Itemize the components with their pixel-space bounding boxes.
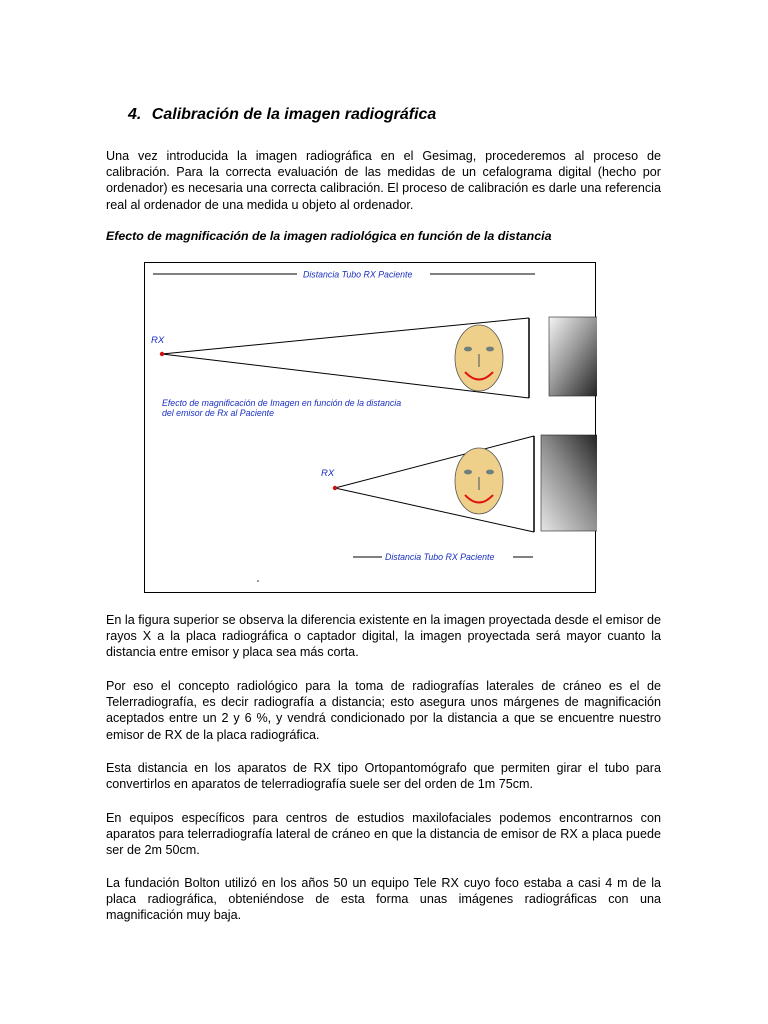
paragraph-maxilofaciales: En equipos específicos para centros de estudios maxilofaciales podemos encontrarnos con aparatos para telerradiografía lateral de cráneo en que la distancia de emisor de RX a placa puede ser de 2m 50cm. [106, 811, 661, 858]
section-title: Calibración de la imagen radiográfica [151, 106, 437, 123]
paragraph-figure-explanation: En la figura superior se observa la diferencia existente en la imagen proyectada desde el emisor de rayos X a la placa radiográfica o captador digital, la imagen proyectada será mayor cuanto la distancia entre emisor y placa sea más corta. [106, 613, 661, 660]
figure-caption-line2: del emisor de Rx al Paciente [162, 408, 274, 418]
figure-caption-line1: Efecto de magnificación de Imagen en función de la distancia [162, 398, 402, 408]
lower-face [455, 448, 503, 514]
lower-emitter [333, 486, 337, 490]
rx-label-bottom: RX [321, 468, 335, 479]
section-heading [128, 106, 436, 124]
paragraph-intro: Una vez introducida la imagen radiográfica en el Gesimag, procederemos al proceso de calibración. Para la correcta evaluación de las medidas de un cefalograma digital (hecho por ordenador) es necesaria una correcta calibración. El proceso de calibración es darle una referencia real al ordenador de una medida u objeto al ordenador. [106, 149, 661, 212]
lower-ray-bottom [335, 488, 534, 532]
top-distance-label: Distancia Tubo RX Paciente [303, 269, 413, 280]
upper-emitter [160, 352, 164, 356]
upper-face [455, 325, 503, 391]
magnification-figure [144, 262, 596, 593]
figure-drawing [145, 263, 597, 594]
lower-ray-top [335, 436, 534, 488]
rx-label-top: RX [151, 335, 165, 346]
bottom-distance-label: Distancia Tubo RX Paciente [385, 552, 495, 562]
section-number: 4. [128, 106, 142, 123]
paragraph-ortopantomografo: Esta distancia en los aparatos de RX tipo Ortopantomógrafo que permiten girar el tubo para convertirlos en aparatos de telerradiografía suele ser del orden de 1m 75cm. [106, 761, 661, 792]
paragraph-bolton: La fundación Bolton utilizó en los años 50 un equipo Tele RX cuyo foco estaba a casi 4 m de la placa radiográfica, obteniéndose de esta forma unas imágenes radiográficas con una magnificación muy baja. [106, 876, 661, 923]
upper-xray-image [549, 317, 597, 396]
paragraph-telerradiografia: Por eso el concepto radiológico para la toma de radiografías laterales de cráneo es el de Telerradiografía, es decir radiografía a distancia; esto asegura unos márgenes de magnificación aceptados entre un 2 y 6 %, y vendrá condicionado por la distancia a que se encuentre nuestro emisor de RX de la placa radiográfica. [106, 679, 661, 742]
figure-subheading: Efecto de magnificación de la imagen radiológica en función de la distancia [106, 229, 552, 243]
lower-xray-image [541, 435, 597, 531]
